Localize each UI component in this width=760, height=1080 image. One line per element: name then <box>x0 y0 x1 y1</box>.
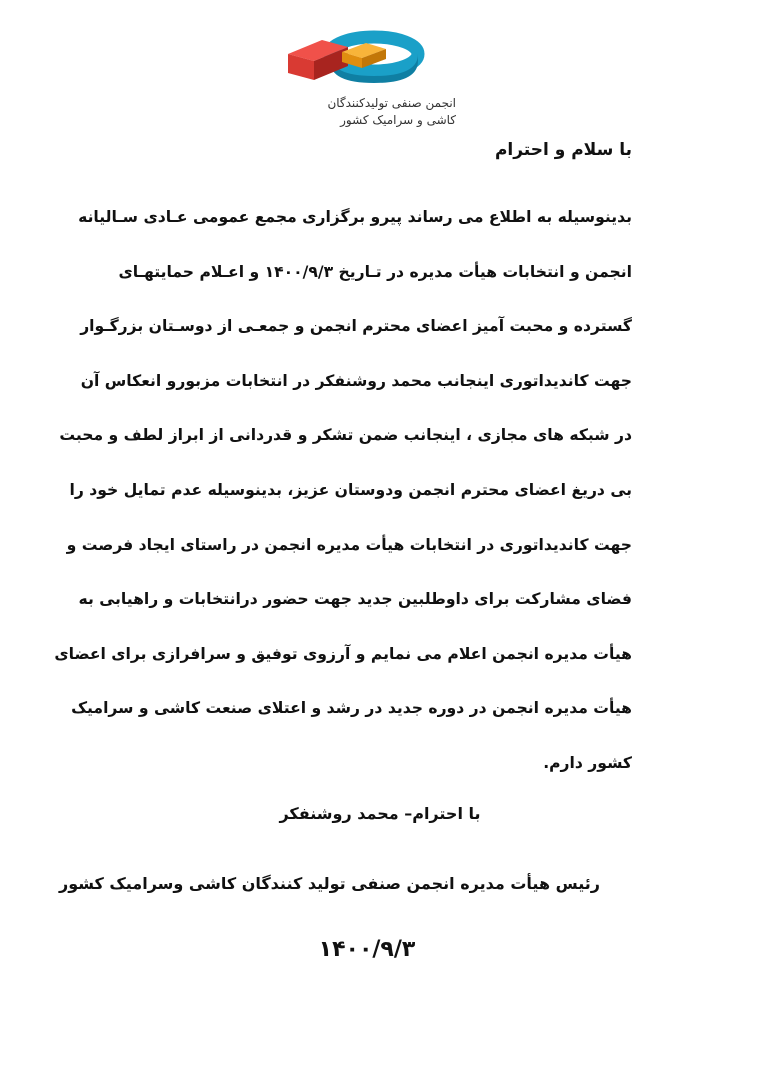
logo-text-line2: کاشی و سرامیک کشور <box>340 113 456 127</box>
body-line: بی دریغ اعضای محترم انجمن ودوستان عزیز، بدینوسیله عدم تمایل خود را <box>69 480 632 499</box>
closing-signature: با احترام– محمد روشنفکر <box>279 804 481 823</box>
greeting: با سلام و احترام <box>494 140 632 160</box>
body-line: جهت کاندیداتوری اینجانب محمد روشنفکر در انتخابات مزبورو انعکاس آن <box>80 371 632 390</box>
body-line: جهت کاندیداتوری در انتخابات هیأت مدیره انجمن در راستای ایجاد فرصت و <box>66 535 632 554</box>
association-logo <box>268 30 468 130</box>
letter-body <box>54 190 632 791</box>
body-line: انجمن و انتخابات هیأت مدیره در تـاریخ ۱۴۰۰/۹/۳ و اعـلام حمایتهـای <box>118 262 632 281</box>
letter-date: ۱۴۰۰/۹/۳ <box>318 937 416 962</box>
body-line: گسترده و محبت آمیز اعضای محترم انجمن و جمعـی از دوسـتان بزرگـوار <box>80 317 632 336</box>
body-line: هیأت مدیره انجمن اعلام می نمایم و آرزوی توفیق و سرافرازی برای اعضای <box>54 644 632 663</box>
body-line: فضای مشارکت برای داوطلبین جدید جهت حضور درانتخابات و راهیابی به <box>78 590 632 609</box>
body-line: بدینوسیله به اطلاع می رساند پیرو برگزاری مجمع عمومی عـادی سـالیانه <box>78 208 632 226</box>
body-line: کشور دارم. <box>543 753 632 772</box>
body-line: در شبکه های مجازی ، اینجانب ضمن تشکر و قدردانی از ابراز لطف و محبت <box>59 426 632 445</box>
body-line: هیأت مدیره انجمن در دوره جدید در رشد و اعتلای صنعت کاشی و سرامیک <box>71 699 632 718</box>
logo-emblem-icon <box>282 30 432 92</box>
signatory-title: رئیس هیأت مدیره انجمن صنفی تولید کنندگان کاشی وسرامیک کشور <box>58 874 600 893</box>
logo-text-line1: انجمن صنفی تولیدکنندگان <box>327 96 456 110</box>
